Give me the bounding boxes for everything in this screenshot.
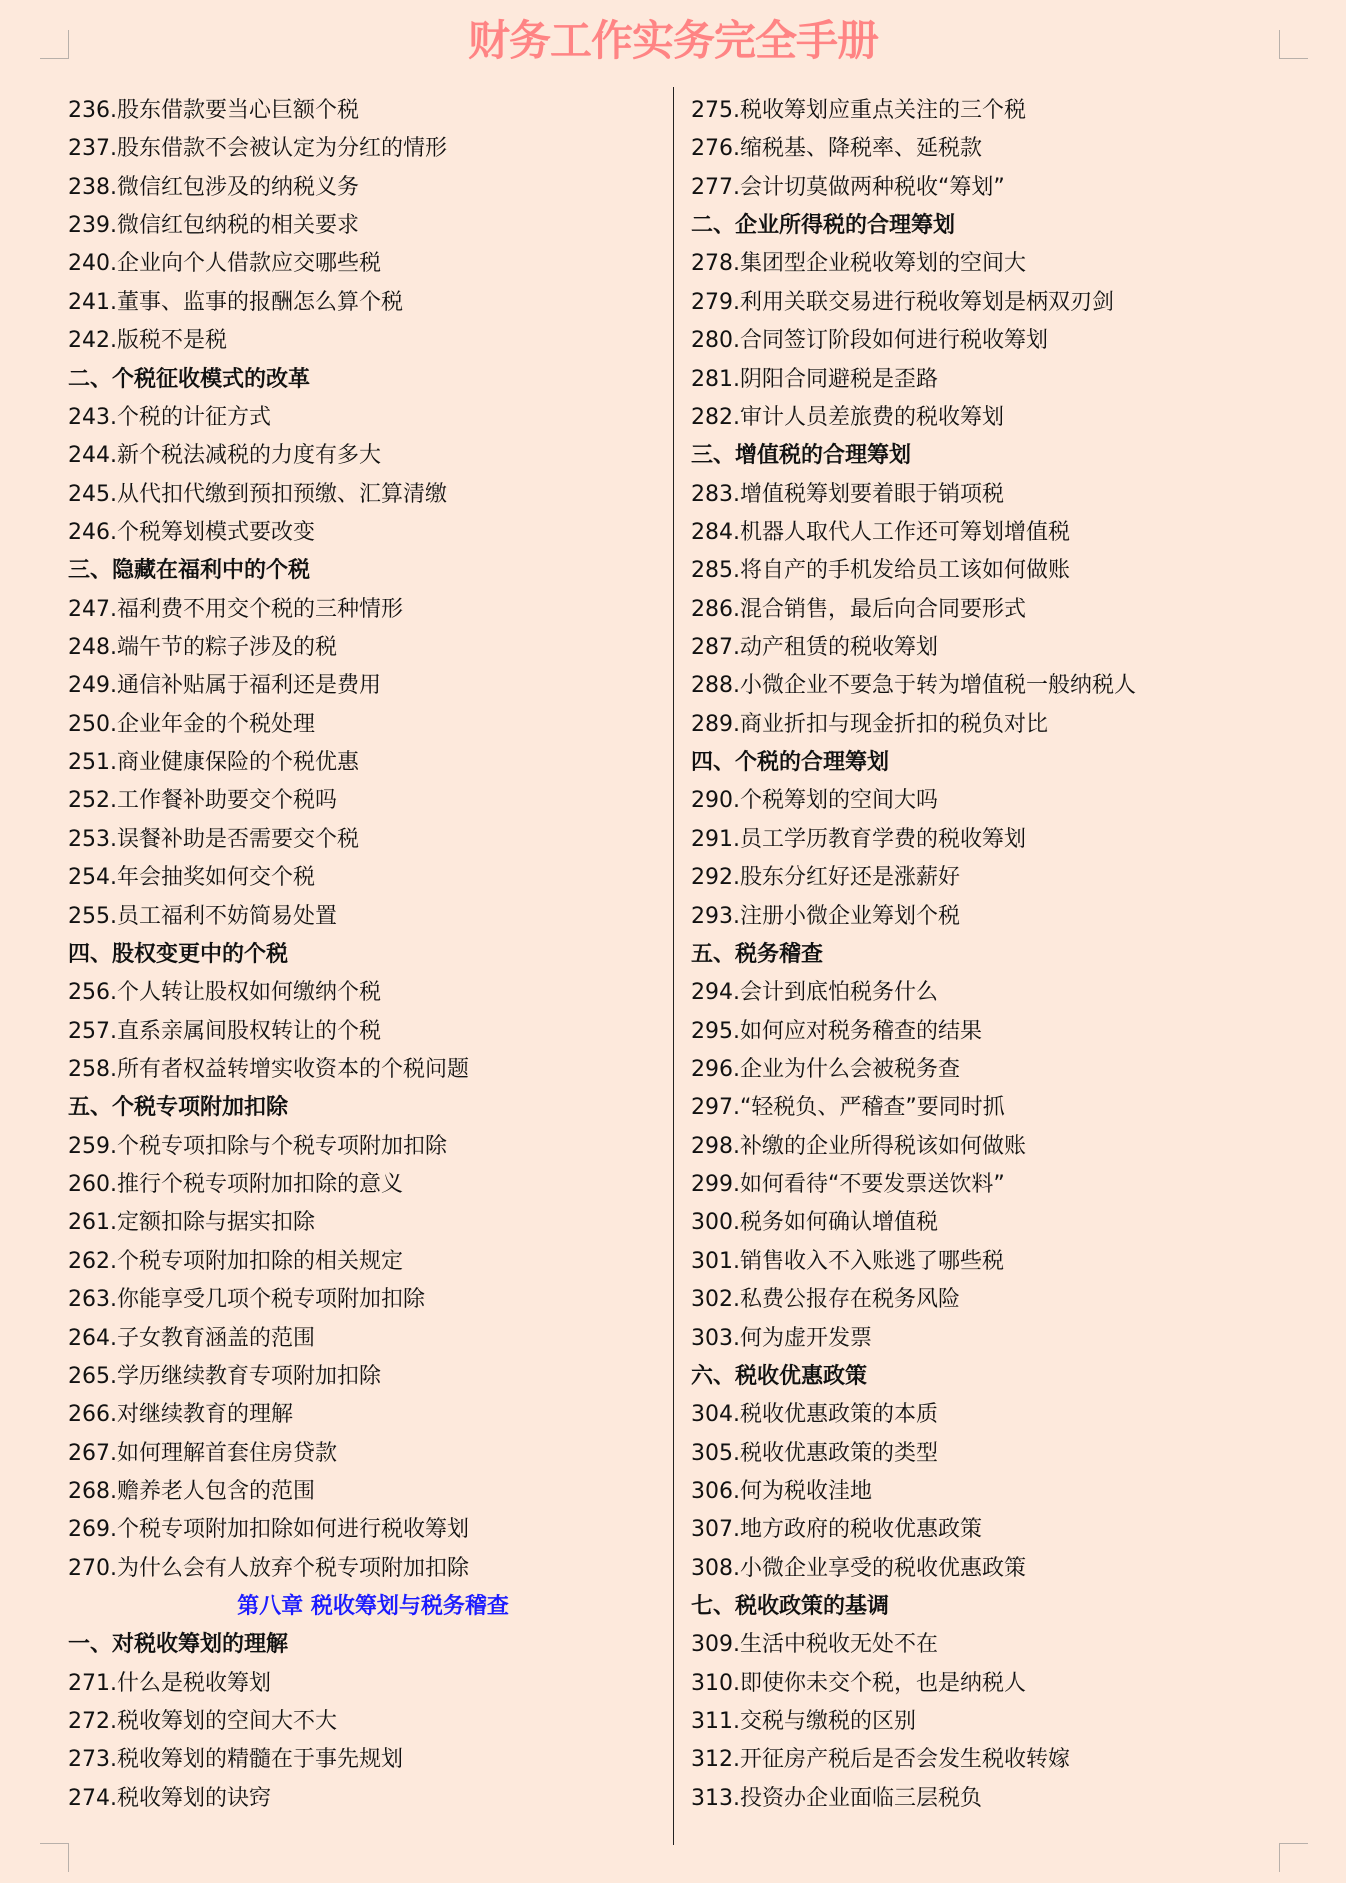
toc-item: 252.工作餐补助要交个税吗 xyxy=(68,788,337,814)
section-heading: 三、隐藏在福利中的个税 xyxy=(68,558,311,584)
toc-right-column xyxy=(691,92,1311,1818)
toc-item: 254.年会抽奖如何交个税 xyxy=(68,865,315,891)
toc-item: 295.如何应对税务稽查的结果 xyxy=(691,1018,982,1044)
toc-item: 296.企业为什么会被税务查 xyxy=(691,1056,960,1082)
toc-item: 276.缩税基、降税率、延税款 xyxy=(691,136,982,162)
section-heading: 六、税收优惠政策 xyxy=(691,1363,868,1389)
toc-item: 236.股东借款要当心巨额个税 xyxy=(68,98,359,123)
toc-item: 271.什么是税收筹划 xyxy=(68,1670,271,1696)
toc-item: 307.地方政府的税收优惠政策 xyxy=(691,1517,982,1543)
toc-item: 274.税收筹划的诀窍 xyxy=(68,1785,271,1811)
toc-item: 243.个税的计征方式 xyxy=(68,404,271,430)
toc-item: 246.个税筹划模式要改变 xyxy=(68,519,315,545)
corner-mark-bottom-right xyxy=(1279,1843,1308,1872)
toc-item: 281.阴阳合同避税是歪路 xyxy=(691,366,938,392)
toc-item: 279.利用关联交易进行税收筹划是柄双刃剑 xyxy=(691,289,1114,315)
toc-item: 263.你能享受几项个税专项附加扣除 xyxy=(68,1287,425,1313)
corner-mark-top-right xyxy=(1279,30,1308,59)
section-heading: 四、个税的合理筹划 xyxy=(691,750,890,776)
section-heading: 七、税收政策的基调 xyxy=(691,1594,890,1620)
toc-item: 280.合同签订阶段如何进行税收筹划 xyxy=(691,328,1048,354)
toc-item: 313.投资办企业面临三层税负 xyxy=(691,1785,982,1811)
toc-item: 283.增值税筹划要着眼于销项税 xyxy=(691,481,1004,507)
toc-item: 288.小微企业不要急于转为增值税一般纳税人 xyxy=(691,673,1136,699)
toc-item: 298.补缴的企业所得税该如何做账 xyxy=(691,1133,1026,1159)
toc-item: 312.开征房产税后是否会发生税收转嫁 xyxy=(691,1747,1070,1773)
toc-item: 255.员工福利不妨简易处置 xyxy=(68,903,337,929)
toc-item: 258.所有者权益转增实收资本的个税问题 xyxy=(68,1056,469,1082)
section-heading: 二、企业所得税的合理筹划 xyxy=(691,213,956,239)
toc-item: 293.注册小微企业筹划个税 xyxy=(691,903,960,929)
section-heading: 二、个税征收模式的改革 xyxy=(68,366,311,392)
toc-item: 262.个税专项附加扣除的相关规定 xyxy=(68,1248,403,1274)
toc-item: 282.审计人员差旅费的税收筹划 xyxy=(691,404,1004,430)
corner-mark-bottom-left xyxy=(40,1843,69,1872)
section-heading: 五、个税专项附加扣除 xyxy=(68,1095,289,1121)
toc-item: 309.生活中税收无处不在 xyxy=(691,1632,938,1658)
toc-item: 299.如何看待“不要发票送饮料” xyxy=(691,1172,1005,1198)
toc-item: 304.税收优惠政策的本质 xyxy=(691,1402,938,1428)
toc-item: 305.税收优惠政策的类型 xyxy=(691,1440,938,1466)
corner-mark-top-left xyxy=(40,30,69,59)
toc-item: 308.小微企业享受的税收优惠政策 xyxy=(691,1555,1026,1581)
toc-item: 291.员工学历教育学费的税收筹划 xyxy=(691,826,1026,852)
toc-item: 311.交税与缴税的区别 xyxy=(691,1709,916,1735)
toc-item: 244.新个税法减税的力度有多大 xyxy=(68,443,381,469)
toc-item: 294.会计到底怕税务什么 xyxy=(691,980,938,1006)
toc-item: 302.私费公报存在税务风险 xyxy=(691,1287,960,1313)
toc-item: 259.个税专项扣除与个税专项附加扣除 xyxy=(68,1133,447,1159)
toc-item: 290.个税筹划的空间大吗 xyxy=(691,788,938,814)
toc-item: 300.税务如何确认增值税 xyxy=(691,1210,938,1236)
toc-item: 285.将自产的手机发给员工该如何做账 xyxy=(691,558,1070,584)
toc-item: 297.“轻税负、严稽查”要同时抓 xyxy=(691,1095,1005,1121)
column-divider xyxy=(673,87,674,1845)
toc-item: 250.企业年金的个税处理 xyxy=(68,711,315,737)
toc-item: 268.赡养老人包含的范围 xyxy=(68,1478,315,1504)
chapter-heading: 第八章 税收筹划与税务稽查 xyxy=(237,1594,509,1620)
toc-item: 303.何为虚开发票 xyxy=(691,1325,872,1351)
section-heading: 五、税务稽查 xyxy=(691,941,824,967)
toc-item: 253.误餐补助是否需要交个税 xyxy=(68,826,359,852)
document-title: 财务工作实务完全手册 xyxy=(467,16,878,65)
toc-item: 247.福利费不用交个税的三种情形 xyxy=(68,596,403,622)
toc-item: 265.学历继续教育专项附加扣除 xyxy=(68,1363,381,1389)
toc-left-column xyxy=(68,92,658,1818)
toc-item: 275.税收筹划应重点关注的三个税 xyxy=(691,98,1026,123)
toc-item: 277.会计切莫做两种税收“筹划” xyxy=(691,174,1005,200)
toc-item: 251.商业健康保险的个税优惠 xyxy=(68,750,359,776)
toc-item: 289.商业折扣与现金折扣的税负对比 xyxy=(691,711,1048,737)
toc-item: 239.微信红包纳税的相关要求 xyxy=(68,213,359,239)
toc-item: 273.税收筹划的精髓在于事先规划 xyxy=(68,1747,403,1773)
toc-item: 270.为什么会有人放弃个税专项附加扣除 xyxy=(68,1555,469,1581)
toc-item: 310.即使你未交个税，也是纳税人 xyxy=(691,1670,1026,1696)
toc-item: 269.个税专项附加扣除如何进行税收筹划 xyxy=(68,1517,469,1543)
toc-item: 306.何为税收洼地 xyxy=(691,1478,872,1504)
toc-item: 284.机器人取代人工作还可筹划增值税 xyxy=(691,519,1070,545)
toc-item: 248.端午节的粽子涉及的税 xyxy=(68,635,337,661)
section-heading: 三、增值税的合理筹划 xyxy=(691,443,912,469)
toc-item: 260.推行个税专项附加扣除的意义 xyxy=(68,1172,403,1198)
toc-item: 249.通信补贴属于福利还是费用 xyxy=(68,673,381,699)
toc-item: 240.企业向个人借款应交哪些税 xyxy=(68,251,381,277)
toc-item: 287.动产租赁的税收筹划 xyxy=(691,635,938,661)
toc-item: 264.子女教育涵盖的范围 xyxy=(68,1325,315,1351)
toc-item: 245.从代扣代缴到预扣预缴、汇算清缴 xyxy=(68,481,447,507)
toc-item: 261.定额扣除与据实扣除 xyxy=(68,1210,315,1236)
toc-item: 272.税收筹划的空间大不大 xyxy=(68,1709,337,1735)
toc-item: 266.对继续教育的理解 xyxy=(68,1402,293,1428)
toc-item: 301.销售收入不入账逃了哪些税 xyxy=(691,1248,1004,1274)
toc-item: 256.个人转让股权如何缴纳个税 xyxy=(68,980,381,1006)
section-heading: 四、股权变更中的个税 xyxy=(68,941,289,967)
toc-item: 242.版税不是税 xyxy=(68,328,227,354)
toc-item: 286.混合销售，最后向合同要形式 xyxy=(691,596,1026,622)
toc-item: 237.股东借款不会被认定为分红的情形 xyxy=(68,136,447,162)
toc-item: 278.集团型企业税收筹划的空间大 xyxy=(691,251,1026,277)
toc-item: 257.直系亲属间股权转让的个税 xyxy=(68,1018,381,1044)
section-heading: 一、对税收筹划的理解 xyxy=(68,1632,289,1658)
toc-item: 241.董事、监事的报酬怎么算个税 xyxy=(68,289,403,315)
toc-item: 292.股东分红好还是涨薪好 xyxy=(691,865,960,891)
toc-item: 267.如何理解首套住房贷款 xyxy=(68,1440,337,1466)
toc-item: 238.微信红包涉及的纳税义务 xyxy=(68,174,359,200)
